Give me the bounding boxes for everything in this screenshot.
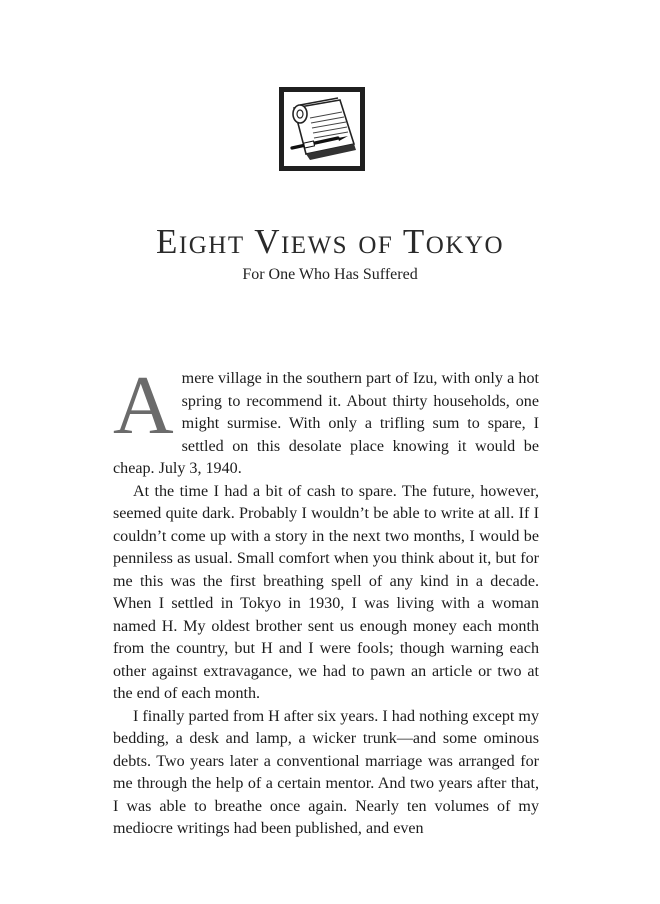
paragraph-1 [113,359,539,481]
paragraph-3: I finally parted from H after six years. I had nothing except my bedding, a desk and lamp, a wicker trunk—and some ominous debts. Two years later a conventional marriage was arranged for me through the help of a certain mentor. And two years after that, I was able to breathe once again. Nearly ten volumes of my mediocre writings had been published, and even [113,707,539,837]
chapter-subtitle: For One Who Has Suffered [242,266,418,283]
body-text [113,359,539,841]
scroll-and-pen-icon [284,92,360,166]
chapter-title: Eight Views of Tokyo [156,222,504,261]
paragraph-1-text: mere village in the southern part of Izu, with only a hot spring to recommend it. About thirty households, one might surmise. With only a trifling sum to spare, I settled on this desolate place knowing it would be cheap. July 3, 1940. [113,370,539,477]
chapter-ornament [279,87,365,171]
paragraph-2: At the time I had a bit of cash to spare. The future, however, seemed quite dark. Probably I wouldn’t be able to write at all. If I couldn’t come up with a story in the next two months, I would be penniless as usual. Small comfort when you think about it, but for me this was the first breathing spell of any kind in a decade. When I settled in Tokyo in 1930, I was living with a woman named H. My oldest brother sent us enough money each month from the country, but H and I were fools; though warning each other against extravagance, we had to pawn an article or two at the end of each month. [113,482,539,702]
drop-cap: A [113,359,174,452]
